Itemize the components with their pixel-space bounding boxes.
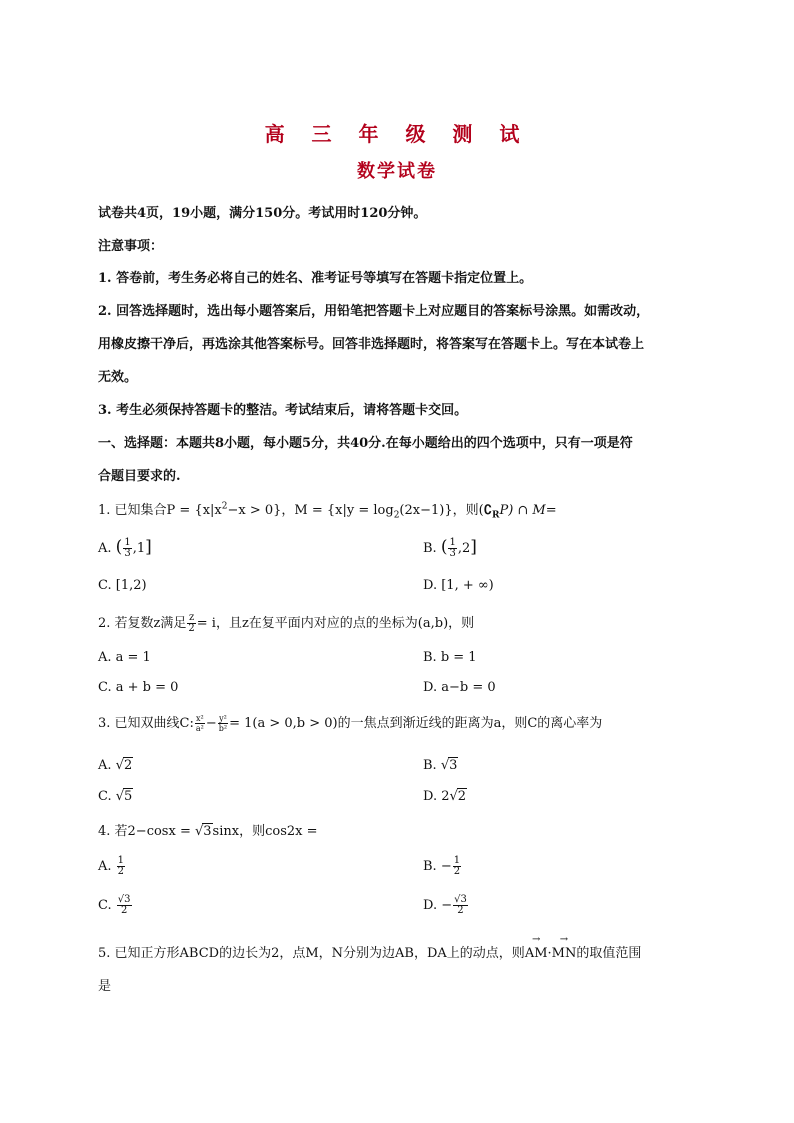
q4-option-b[interactable]: [423, 856, 462, 877]
q4-option-d-denominator: 2: [457, 905, 464, 916]
page-subtitle: 数学试卷: [357, 161, 437, 182]
section-heading-line-2: 合题目要求的.: [98, 469, 181, 484]
q3-option-c-label: C.: [98, 789, 112, 804]
q3-fraction-y: [218, 714, 228, 733]
q4-option-c-denominator: 2: [120, 905, 128, 916]
q4-option-d[interactable]: [423, 895, 469, 916]
q2-numerator: z: [188, 612, 195, 623]
q4-option-b-fraction: [453, 856, 461, 877]
q3-option-c-radicand: 5: [124, 789, 133, 804]
q3-option-b-label: B.: [423, 758, 437, 773]
q5-vector-am: → AM: [525, 946, 548, 961]
q1-complement-subscript: R: [491, 510, 500, 521]
q1-subscript: 2: [393, 510, 400, 521]
q5-text-a: 5. 已知正方形ABCD的边长为2，点M，N分别为边AB，DA上的动点，则: [98, 946, 525, 961]
note-item-2-line-2: 用橡皮擦干净后，再选涂其他答案标号。回答非选择题时，将答案写在答题卡上。写在本试卷上: [98, 337, 645, 352]
q2-denominator: 2: [188, 623, 195, 634]
q4-option-a-label: A.: [98, 859, 112, 874]
q3-option-a[interactable]: A. √2: [98, 758, 133, 773]
question-1-stem: [98, 499, 557, 521]
q1-option-a-denominator: 3: [124, 548, 131, 559]
q3-option-a-label: A.: [98, 758, 112, 773]
q4-option-c-numerator: √3: [117, 894, 131, 905]
q4-option-b-label: B. −: [423, 859, 452, 874]
q3-fraction-x: [195, 714, 205, 733]
q4-radicand: 3: [203, 824, 212, 839]
section-heading-line-1: 一、选择题：本题共8小题，每小题5分，共40分.在每小题给出的四个选项中，只有一项是符: [98, 436, 633, 451]
q4-option-c[interactable]: [98, 895, 133, 916]
q2-option-a[interactable]: A. a = 1: [98, 650, 151, 665]
q4-option-c-fraction: [117, 895, 132, 916]
q3-fraction-x-denominator: a²: [195, 724, 204, 733]
q3-fraction-y-numerator: y²: [219, 714, 227, 723]
q3-fraction-x-numerator: x²: [196, 714, 204, 723]
q5-vector-mn: → MN: [552, 946, 577, 961]
q4-option-a-numerator: 1: [117, 855, 125, 866]
q1-option-d[interactable]: D. [1, + ∞): [423, 578, 494, 593]
question-4-stem: 4. 若2−cosx = √3sinx，则cos2x =: [98, 824, 318, 839]
q3-fraction-y-denominator: b²: [218, 724, 228, 733]
q3-minus: −: [205, 716, 217, 731]
q2-option-d[interactable]: D. a−b = 0: [423, 680, 496, 695]
q2-option-c[interactable]: C. a + b = 0: [98, 680, 179, 695]
note-item-2-line-3: 无效。: [98, 370, 138, 385]
q1-option-a-open: (: [115, 537, 123, 557]
q5-text-b: 的取值范围: [576, 946, 642, 961]
page-title: 高 三 年 级 测 试: [264, 122, 530, 146]
question-2-stem: [98, 612, 474, 634]
q3-option-d[interactable]: D. 2√2: [423, 789, 467, 804]
q1-text-b: −x > 0}，M = {x|y = log: [227, 503, 394, 518]
q4-text-b: sinx，则cos2x =: [212, 824, 318, 839]
q3-option-d-radicand: 2: [457, 789, 467, 804]
q2-text-a: 2. 若复数z满足: [98, 616, 187, 631]
q4-option-a-denominator: 2: [117, 866, 125, 877]
q3-option-a-radicand: 2: [123, 758, 133, 773]
q4-option-a[interactable]: [98, 856, 126, 877]
q4-option-b-denominator: 2: [453, 866, 461, 877]
q2-option-b[interactable]: B. b = 1: [423, 650, 477, 665]
question-5-stem-line-2: 是: [98, 979, 112, 994]
q1-option-a-numerator: 1: [124, 537, 131, 548]
q1-option-b-rest: ,2: [457, 541, 471, 556]
note-item-1: 1. 答卷前，考生务必将自己的姓名、准考证号等填写在答题卡指定位置上。: [98, 271, 533, 286]
q4-text-a: 4. 若2−cosx =: [98, 824, 191, 839]
note-item-2-line-1: 2. 回答选择题时，选出每小题答案后，用铅笔把答题卡上对应题目的答案标号涂黑。如需改动，: [98, 304, 650, 319]
q1-superscript: 2: [221, 501, 228, 512]
q1-option-b-open: (: [440, 537, 448, 557]
q1-option-a[interactable]: [98, 537, 152, 559]
q2-text-b: = i，且z在复平面内对应的点的坐标为(a,b)，则: [196, 616, 475, 631]
q4-option-b-numerator: 1: [453, 855, 461, 866]
q3-option-d-label: D. 2: [423, 789, 450, 804]
q1-option-b-numerator: 1: [449, 537, 456, 548]
question-5-stem: [98, 942, 641, 961]
q5-dot: ·: [547, 946, 552, 961]
q1-option-b-denominator: 3: [449, 548, 456, 559]
q1-option-a-rest: ,1: [132, 541, 146, 556]
q4-option-d-label: D. −: [423, 898, 453, 913]
question-3-stem: [98, 712, 602, 733]
q1-option-b[interactable]: [423, 537, 477, 559]
q1-option-b-close: ]: [470, 537, 477, 557]
note-item-3: 3. 考生必须保持答题卡的整洁。考试结束后，请将答题卡交回。: [98, 403, 468, 418]
q3-option-b[interactable]: B. √3: [423, 758, 458, 773]
q1-option-b-fraction: [448, 538, 456, 559]
notes-heading: 注意事项：: [98, 239, 164, 254]
q4-option-d-fraction: [453, 895, 468, 916]
q2-fraction: [187, 613, 195, 634]
q3-option-b-radicand: 3: [449, 758, 458, 773]
q1-complement-symbol: ∁: [483, 503, 492, 518]
q4-option-a-fraction: [117, 856, 125, 877]
q3-text-b: = 1(a > 0,b > 0)的一焦点到渐近线的距离为a，则C的离心率为: [229, 716, 603, 731]
q1-option-a-label: A.: [98, 541, 112, 556]
exam-intro: 试卷共4页，19小题，满分150分。考试用时120分钟。: [98, 206, 427, 221]
q4-option-c-label: C.: [98, 898, 112, 913]
q1-text-a: 1. 已知集合P = {x|x: [98, 503, 222, 518]
q1-option-a-close: ]: [145, 537, 152, 557]
q1-text-c: (2x−1)}，则(: [399, 503, 484, 518]
q4-option-d-numerator: √3: [454, 894, 467, 905]
q1-option-a-fraction: [123, 538, 131, 559]
q3-option-c[interactable]: C. √5: [98, 789, 133, 804]
q1-option-c[interactable]: C. [1,2): [98, 578, 147, 593]
q1-option-b-label: B.: [423, 541, 437, 556]
q1-text-d: P) ∩ M=: [499, 503, 557, 518]
q3-text-a: 3. 已知双曲线C:: [98, 716, 194, 731]
